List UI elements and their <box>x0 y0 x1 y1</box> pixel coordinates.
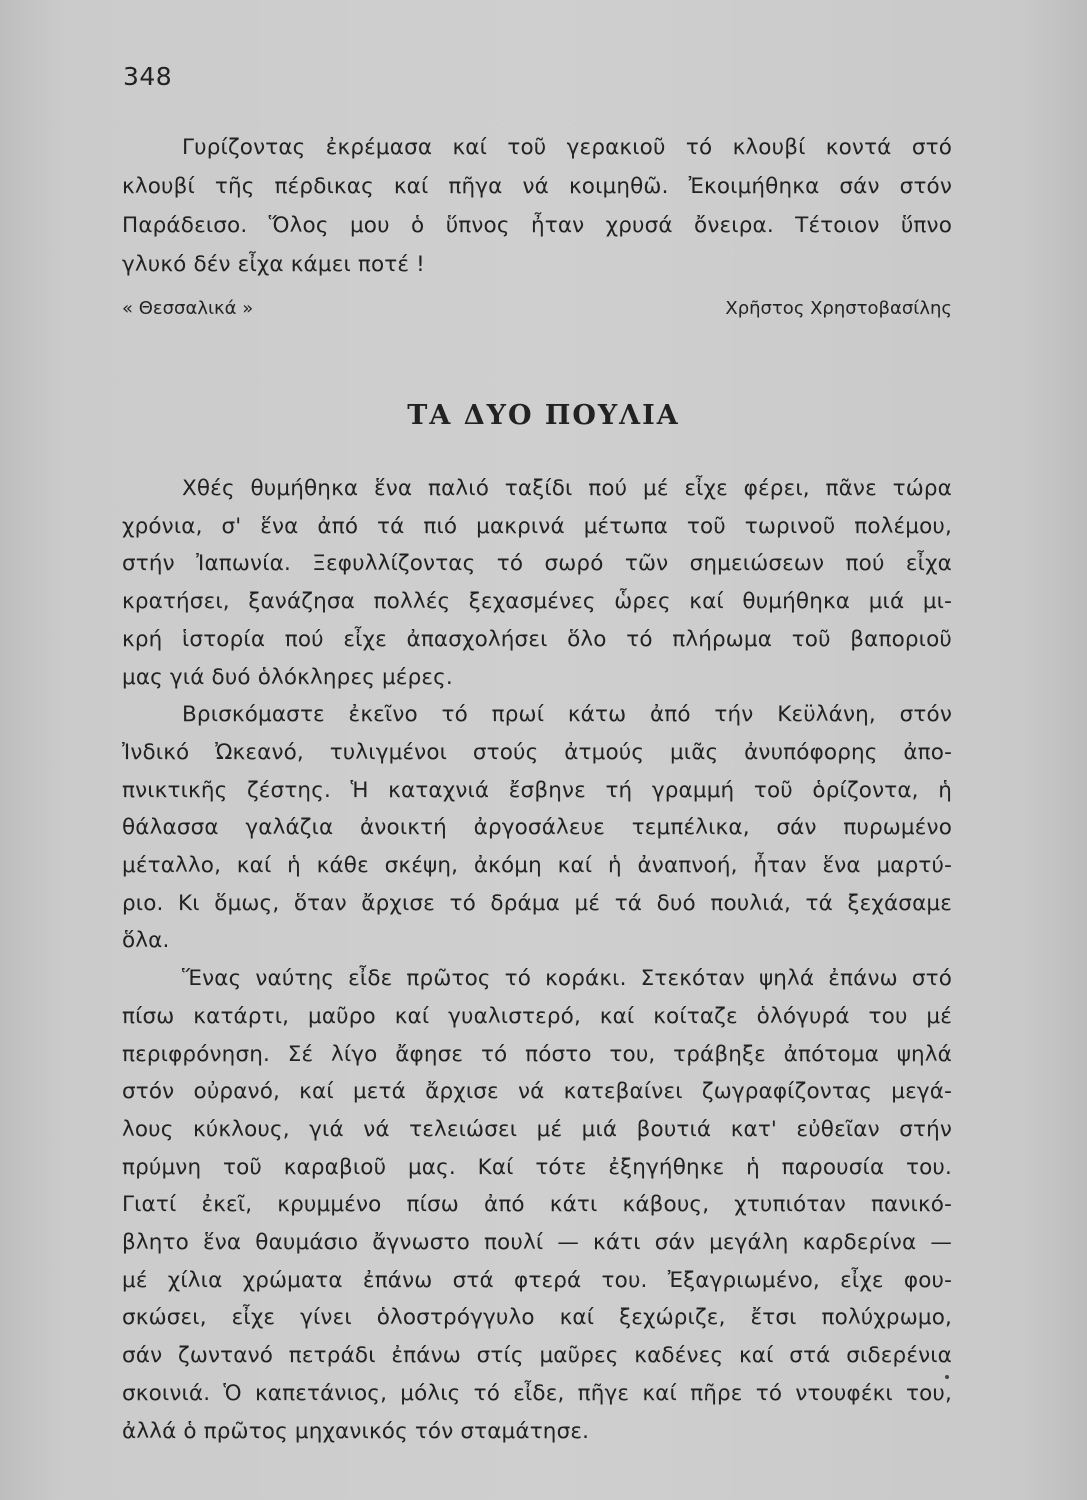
author-name: Χρῆστος Χρηστοβασίλης <box>725 298 952 319</box>
text-line: ριο. Κι ὅμως, ὅταν ἄρχισε τό δράμα μέ τά δυό πουλιά, τά ξεχάσαμε <box>122 890 952 916</box>
text-line: Παράδεισο. Ὅλος μου ὁ ὕπνος ἦταν χρυσά ὄνειρα. Τέτοιον ὕπνο <box>122 213 952 238</box>
text-line: Γιατί ἐκεῖ, κρυμμένο πίσω ἀπό κάτι κάβους, χτυπιόταν πανικό- <box>122 1192 952 1218</box>
text-line: σκοινιά. Ὁ καπετάνιος, μόλις τό εἶδε, πῆγε καί πῆρε τό ντουφέκι του, <box>122 1380 952 1406</box>
text-line: πίσω κατάρτι, μαῦρο καί γυαλιστερό, καί κοίταζε ὁλόγυρά του μέ <box>122 1003 952 1029</box>
text-line: Ἕνας ναύτης εἶδε πρῶτος τό κοράκι. Στεκόταν ψηλά ἐπάνω στό <box>182 966 952 992</box>
ink-speck <box>945 1375 949 1379</box>
previous-story-ending <box>122 128 952 284</box>
text-line: μέ χίλια χρώματα ἐπάνω στά φτερά του. Ἐξαγριωμένο, εἶχε φου- <box>122 1267 952 1293</box>
text-line: κλουβί τῆς πέρδικας καί πῆγα νά κοιμηθῶ. Ἐκοιμήθηκα σάν στόν <box>122 174 952 199</box>
text-line: βλητο ἕνα θαυμάσιο ἄγνωστο πουλί — κάτι σάν μεγάλη καρδερίνα — <box>122 1230 952 1256</box>
text-line: σάν ζωντανό πετράδι ἐπάνω στίς μαῦρες καδένες καί στά σιδερένια <box>122 1343 952 1369</box>
text-line: Γυρίζοντας ἐκρέμασα καί τοῦ γερακιοῦ τό κλουβί κοντά στό <box>182 135 952 160</box>
text-line: κρατήσει, ξανάζησα πολλές ξεχασμένες ὧρες καί θυμήθηκα μιά μι- <box>122 589 952 615</box>
text-line: μας γιά δυό ὁλόκληρες μέρες. <box>122 664 453 690</box>
text-line: σκώσει, εἶχε γίνει ὁλοστρόγγυλο καί ξεχώριζε, ἔτσι πολύχρωμο, <box>122 1305 952 1331</box>
story-body <box>122 470 952 1450</box>
story-title: ΤΑ ΔΥΟ ΠΟΥΛΙΑ <box>407 400 680 431</box>
text-line: γλυκό δέν εἶχα κάμει ποτέ ! <box>122 252 425 277</box>
page-number: 348 <box>123 62 173 91</box>
text-line: ὅλα. <box>122 928 170 954</box>
text-line: πνικτικῆς ζέστης. Ἡ καταχνιά ἔσβηνε τή γραμμή τοῦ ὁρίζοντα, ἡ <box>122 777 952 803</box>
text-line: Βρισκόμαστε ἐκεῖνο τό πρωί κάτω ἀπό τήν Κεϋλάνη, στόν <box>182 702 952 728</box>
text-line: κρή ἱστορία πού εἶχε ἀπασχολήσει ὅλο τό πλήρωμα τοῦ βαποριοῦ <box>122 626 952 652</box>
text-line: θάλασσα γαλάζια ἀνοικτή ἀργοσάλευε τεμπέλικα, σάν πυρωμένο <box>122 815 952 841</box>
text-line: μέταλλο, καί ἡ κάθε σκέψη, ἀκόμη καί ἡ ἀναπνοή, ἦταν ἕνα μαρτύ- <box>122 853 952 879</box>
attribution <box>122 298 952 319</box>
source-title: « Θεσσαλικά » <box>122 298 254 319</box>
text-line: χρόνια, σ' ἕνα ἀπό τά πιό μακρινά μέτωπα τοῦ τωρινοῦ πολέμου, <box>122 513 952 539</box>
text-line: πρύμνη τοῦ καραβιοῦ μας. Καί τότε ἐξηγήθηκε ἡ παρουσία του. <box>122 1154 952 1180</box>
text-line: στήν Ἰαπωνία. Ξεφυλλίζοντας τό σωρό τῶν σημειώσεων πού εἶχα <box>122 551 952 577</box>
text-line: λους κύκλους, γιά νά τελειώσει μέ μιά βουτιά κατ' εὐθεῖαν στήν <box>122 1116 952 1142</box>
text-line: Χθές θυμήθηκα ἕνα παλιό ταξίδι πού μέ εἶχε φέρει, πᾶνε τώρα <box>182 476 952 501</box>
text-line: στόν οὐρανό, καί μετά ἄρχισε νά κατεβαίνει ζωγραφίζοντας μεγά- <box>122 1079 952 1105</box>
text-line: ἀλλά ὁ πρῶτος μηχανικός τόν σταμάτησε. <box>122 1418 590 1444</box>
text-line: περιφρόνηση. Σέ λίγο ἄφησε τό πόστο του, τράβηξε ἀπότομα ψηλά <box>122 1041 952 1067</box>
text-line: Ἰνδικό Ὠκεανό, τυλιγμένοι στούς ἀτμούς μιᾶς ἀνυπόφορης ἀπο- <box>122 739 952 765</box>
